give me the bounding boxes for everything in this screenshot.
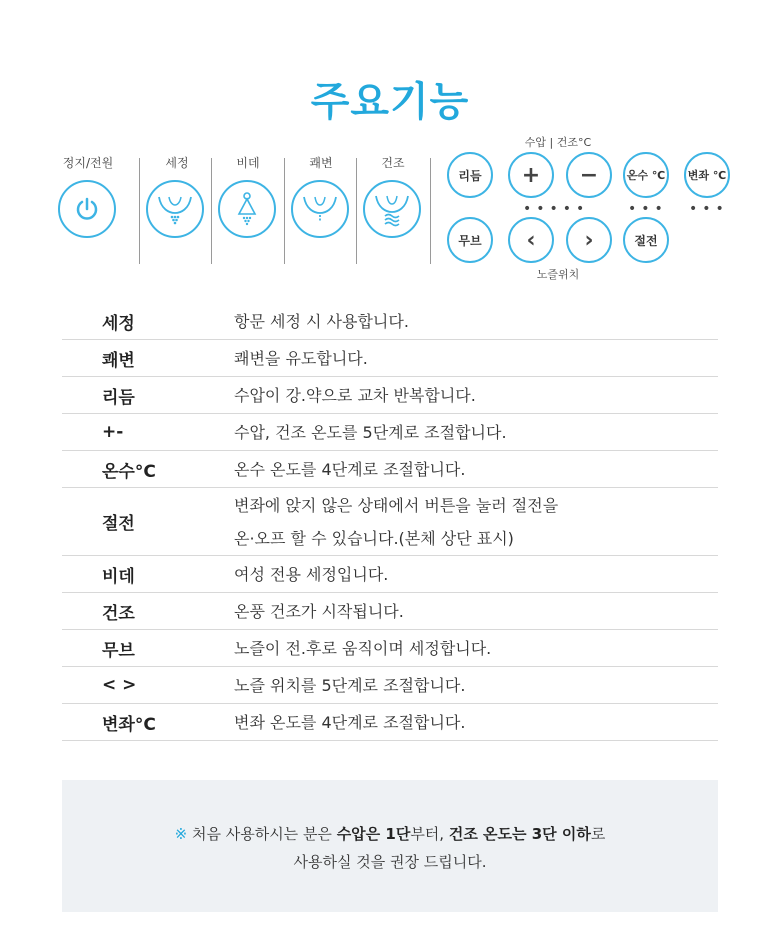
table-row (62, 340, 718, 377)
pressure-level-dots: ••••• (523, 201, 590, 217)
move-button[interactable]: 무브 (447, 217, 493, 263)
dry-icon (372, 190, 412, 228)
bowel-button[interactable] (291, 180, 349, 238)
table-row (62, 303, 718, 340)
row-description: 항문 세정 시 사용합니다. (234, 311, 409, 331)
note-bold-pressure: 수압은 1단 (336, 825, 411, 843)
page-title: 주요기능 (310, 79, 470, 125)
row-description: 변좌에 앉지 않은 상태에서 버튼을 눌러 절전을 온·오프 할 수 있습니다.(본체 상단 표시) (234, 495, 559, 548)
table-row (62, 630, 718, 667)
water-temp-button[interactable]: 온수 ℃ (623, 152, 669, 198)
separator (211, 158, 212, 264)
usage-note (62, 780, 718, 912)
separator (139, 158, 140, 264)
row-description: 수압, 건조 온도를 5단계로 조절합니다. (234, 422, 507, 442)
note-line2: 사용하실 것을 권장 드립니다. (293, 853, 487, 871)
row-key: 비데 (102, 566, 135, 587)
bidet-button[interactable] (218, 180, 276, 238)
nozzle-position-label: 노즐위치 (536, 268, 580, 281)
separator (430, 158, 431, 264)
cleaning-button[interactable] (146, 180, 204, 238)
power-button[interactable] (58, 180, 116, 238)
control-panel (0, 128, 780, 288)
bidet-label: 비데 (236, 156, 260, 170)
seat-temp-dots: ••• (689, 201, 729, 217)
row-key: 건조 (102, 603, 135, 624)
row-key: < > (102, 675, 137, 695)
power-label: 정지/전원 (62, 156, 114, 170)
dry-label: 건조 (381, 156, 405, 170)
note-text: 부터, (410, 825, 449, 843)
row-key: 리듬 (102, 387, 135, 408)
table-row (62, 488, 718, 556)
row-key: 세정 (102, 313, 135, 334)
power-icon (74, 196, 100, 222)
bowel-icon (300, 191, 340, 227)
seat-temp-button[interactable]: 변좌 ℃ (684, 152, 730, 198)
table-row (62, 667, 718, 704)
row-description: 노즐 위치를 5단계로 조절합니다. (234, 675, 466, 695)
row-key: 온수°C (102, 461, 156, 482)
plus-button[interactable]: + (508, 152, 554, 198)
row-key: 쾌변 (102, 350, 135, 371)
nozzle-left-button[interactable]: ‹ (508, 217, 554, 263)
table-row (62, 556, 718, 593)
row-key: 변좌°C (102, 714, 156, 735)
note-bold-dry: 건조 온도는 3단 이하 (448, 825, 591, 843)
cleaning-label: 세정 (165, 156, 189, 170)
note-text: 로 (590, 825, 606, 843)
note-text: 처음 사용하시는 분은 (187, 825, 337, 843)
row-key: 무브 (102, 640, 135, 661)
rhythm-button[interactable]: 리듬 (447, 152, 493, 198)
pressure-dry-label: 수압 | 건조°C (524, 136, 592, 149)
minus-button[interactable]: − (566, 152, 612, 198)
row-key: 절전 (102, 514, 135, 534)
row-description: 노즐이 전.후로 움직이며 세정합니다. (234, 638, 492, 658)
table-row (62, 593, 718, 630)
row-description: 쾌변을 유도합니다. (234, 348, 368, 368)
row-description: 변좌 온도를 4단계로 조절합니다. (234, 712, 466, 732)
row-description: 온수 온도를 4단계로 조절합니다. (234, 459, 466, 479)
function-table (62, 303, 718, 741)
cleaning-icon (155, 191, 195, 227)
separator (356, 158, 357, 264)
water-temp-dots: ••• (628, 201, 668, 217)
table-row (62, 451, 718, 488)
note-mark: ※ (174, 825, 188, 843)
nozzle-right-button[interactable]: › (566, 217, 612, 263)
row-key: +- (102, 422, 124, 442)
row-description: 수압이 강.약으로 교차 반복합니다. (234, 385, 476, 405)
bowel-label: 쾌변 (309, 156, 333, 170)
row-description: 온풍 건조가 시작됩니다. (234, 601, 404, 621)
dry-button[interactable] (363, 180, 421, 238)
bidet-icon (229, 190, 265, 228)
table-row (62, 377, 718, 414)
separator (284, 158, 285, 264)
table-row (62, 704, 718, 741)
table-row (62, 414, 718, 451)
row-description: 여성 전용 세정입니다. (234, 564, 389, 584)
power-save-button[interactable]: 절전 (623, 217, 669, 263)
